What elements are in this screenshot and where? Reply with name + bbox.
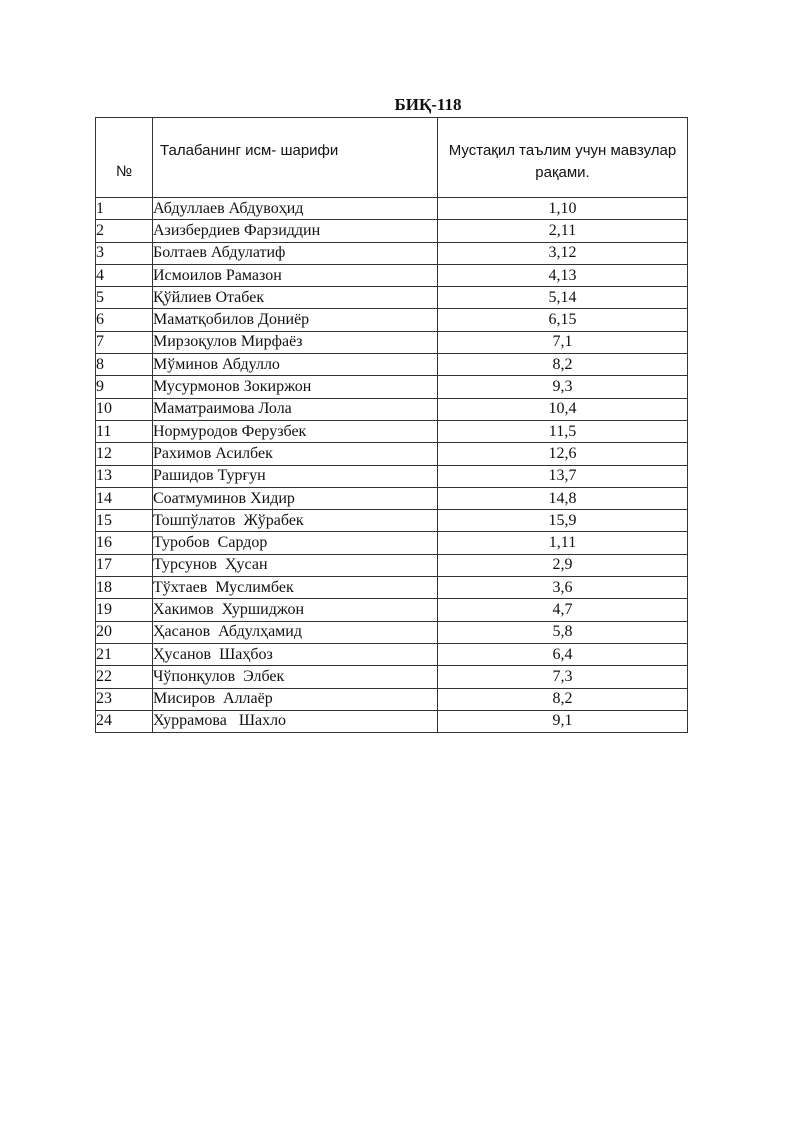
student-name: Рашидов Турғун bbox=[153, 465, 438, 487]
row-number: 8 bbox=[96, 354, 153, 376]
row-number: 11 bbox=[96, 420, 153, 442]
student-name: Маматраимова Лола bbox=[153, 398, 438, 420]
table-row bbox=[96, 599, 688, 621]
student-name: Мисиров Аллаёр bbox=[153, 688, 438, 710]
row-number: 23 bbox=[96, 688, 153, 710]
header-row bbox=[96, 118, 688, 198]
row-number: 19 bbox=[96, 599, 153, 621]
topic-numbers: 1,10 bbox=[438, 198, 688, 220]
student-name: Туробов Сардор bbox=[153, 532, 438, 554]
table-row bbox=[96, 242, 688, 264]
student-name: Тўхтаев Муслимбек bbox=[153, 577, 438, 599]
topic-numbers: 4,13 bbox=[438, 264, 688, 286]
header-number-label: № bbox=[115, 163, 133, 180]
student-name: Мусурмонов Зокиржон bbox=[153, 376, 438, 398]
header-number-cell bbox=[96, 118, 153, 198]
table-row bbox=[96, 710, 688, 732]
table-row bbox=[96, 510, 688, 532]
topic-numbers: 3,12 bbox=[438, 242, 688, 264]
student-name: Маматқобилов Дониёр bbox=[153, 309, 438, 331]
row-number: 10 bbox=[96, 398, 153, 420]
table-row bbox=[96, 621, 688, 643]
topic-numbers: 7,3 bbox=[438, 666, 688, 688]
header-name-label: Талабанинг исм- шарифи bbox=[160, 142, 339, 159]
row-number: 14 bbox=[96, 487, 153, 509]
table-body bbox=[96, 198, 688, 733]
table-row bbox=[96, 487, 688, 509]
row-number: 22 bbox=[96, 666, 153, 688]
row-number: 13 bbox=[96, 465, 153, 487]
topic-numbers: 1,11 bbox=[438, 532, 688, 554]
topic-numbers: 8,2 bbox=[438, 354, 688, 376]
table-row bbox=[96, 532, 688, 554]
student-name: Абдуллаев Абдувоҳид bbox=[153, 198, 438, 220]
topic-numbers: 14,8 bbox=[438, 487, 688, 509]
table-row bbox=[96, 465, 688, 487]
topic-numbers: 5,14 bbox=[438, 287, 688, 309]
table-row bbox=[96, 198, 688, 220]
student-name: Турсунов Ҳусан bbox=[153, 554, 438, 576]
topic-numbers: 13,7 bbox=[438, 465, 688, 487]
student-name: Хакимов Хуршиджон bbox=[153, 599, 438, 621]
row-number: 4 bbox=[96, 264, 153, 286]
row-number: 3 bbox=[96, 242, 153, 264]
row-number: 15 bbox=[96, 510, 153, 532]
row-number: 7 bbox=[96, 331, 153, 353]
student-name: Мирзоқулов Мирфаёз bbox=[153, 331, 438, 353]
table-header bbox=[96, 118, 688, 198]
topic-numbers: 9,3 bbox=[438, 376, 688, 398]
topic-numbers: 12,6 bbox=[438, 443, 688, 465]
table-row bbox=[96, 666, 688, 688]
table-row bbox=[96, 287, 688, 309]
header-name-cell bbox=[153, 118, 438, 198]
row-number: 12 bbox=[96, 443, 153, 465]
table-row bbox=[96, 309, 688, 331]
topic-numbers: 15,9 bbox=[438, 510, 688, 532]
row-number: 21 bbox=[96, 643, 153, 665]
table-row bbox=[96, 376, 688, 398]
student-name: Болтаев Абдулатиф bbox=[153, 242, 438, 264]
topic-numbers: 7,1 bbox=[438, 331, 688, 353]
row-number: 24 bbox=[96, 710, 153, 732]
table-row bbox=[96, 443, 688, 465]
table-row bbox=[96, 264, 688, 286]
row-number: 20 bbox=[96, 621, 153, 643]
topic-numbers: 5,8 bbox=[438, 621, 688, 643]
row-number: 1 bbox=[96, 198, 153, 220]
topic-numbers: 4,7 bbox=[438, 599, 688, 621]
header-topic-label: Мустақил таълим учун мавзулар рақами. bbox=[448, 142, 677, 181]
row-number: 16 bbox=[96, 532, 153, 554]
student-name: Соатмуминов Хидир bbox=[153, 487, 438, 509]
table-row bbox=[96, 554, 688, 576]
student-name: Мўминов Абдулло bbox=[153, 354, 438, 376]
table-row bbox=[96, 643, 688, 665]
student-name: Ҳусанов Шаҳбоз bbox=[153, 643, 438, 665]
row-number: 6 bbox=[96, 309, 153, 331]
table-row bbox=[96, 688, 688, 710]
row-number: 18 bbox=[96, 577, 153, 599]
row-number: 5 bbox=[96, 287, 153, 309]
table-row bbox=[96, 220, 688, 242]
table-row bbox=[96, 354, 688, 376]
student-name: Исмоилов Рамазон bbox=[153, 264, 438, 286]
student-name: Нормуродов Ферузбек bbox=[153, 420, 438, 442]
topic-numbers: 10,4 bbox=[438, 398, 688, 420]
topic-numbers: 8,2 bbox=[438, 688, 688, 710]
student-name: Чўпонқулов Элбек bbox=[153, 666, 438, 688]
topic-numbers: 3,6 bbox=[438, 577, 688, 599]
table-row bbox=[96, 398, 688, 420]
row-number: 2 bbox=[96, 220, 153, 242]
student-name: Хуррамова Шахло bbox=[153, 710, 438, 732]
table-row bbox=[96, 331, 688, 353]
table-row bbox=[96, 420, 688, 442]
topic-numbers: 2,9 bbox=[438, 554, 688, 576]
header-topic-cell bbox=[438, 118, 688, 198]
student-name: Рахимов Асилбек bbox=[153, 443, 438, 465]
document-title: БИҚ-118 bbox=[394, 95, 462, 114]
topic-numbers: 6,4 bbox=[438, 643, 688, 665]
student-name: Азизбердиев Фарзиддин bbox=[153, 220, 438, 242]
topic-numbers: 11,5 bbox=[438, 420, 688, 442]
topic-numbers: 2,11 bbox=[438, 220, 688, 242]
student-name: Қўйлиев Отабек bbox=[153, 287, 438, 309]
row-number: 17 bbox=[96, 554, 153, 576]
topic-numbers: 9,1 bbox=[438, 710, 688, 732]
student-topics-table bbox=[95, 117, 688, 733]
topic-numbers: 6,15 bbox=[438, 309, 688, 331]
row-number: 9 bbox=[96, 376, 153, 398]
table-row bbox=[96, 577, 688, 599]
student-name: Тошпўлатов Жўрабек bbox=[153, 510, 438, 532]
student-name: Ҳасанов Абдулҳамид bbox=[153, 621, 438, 643]
